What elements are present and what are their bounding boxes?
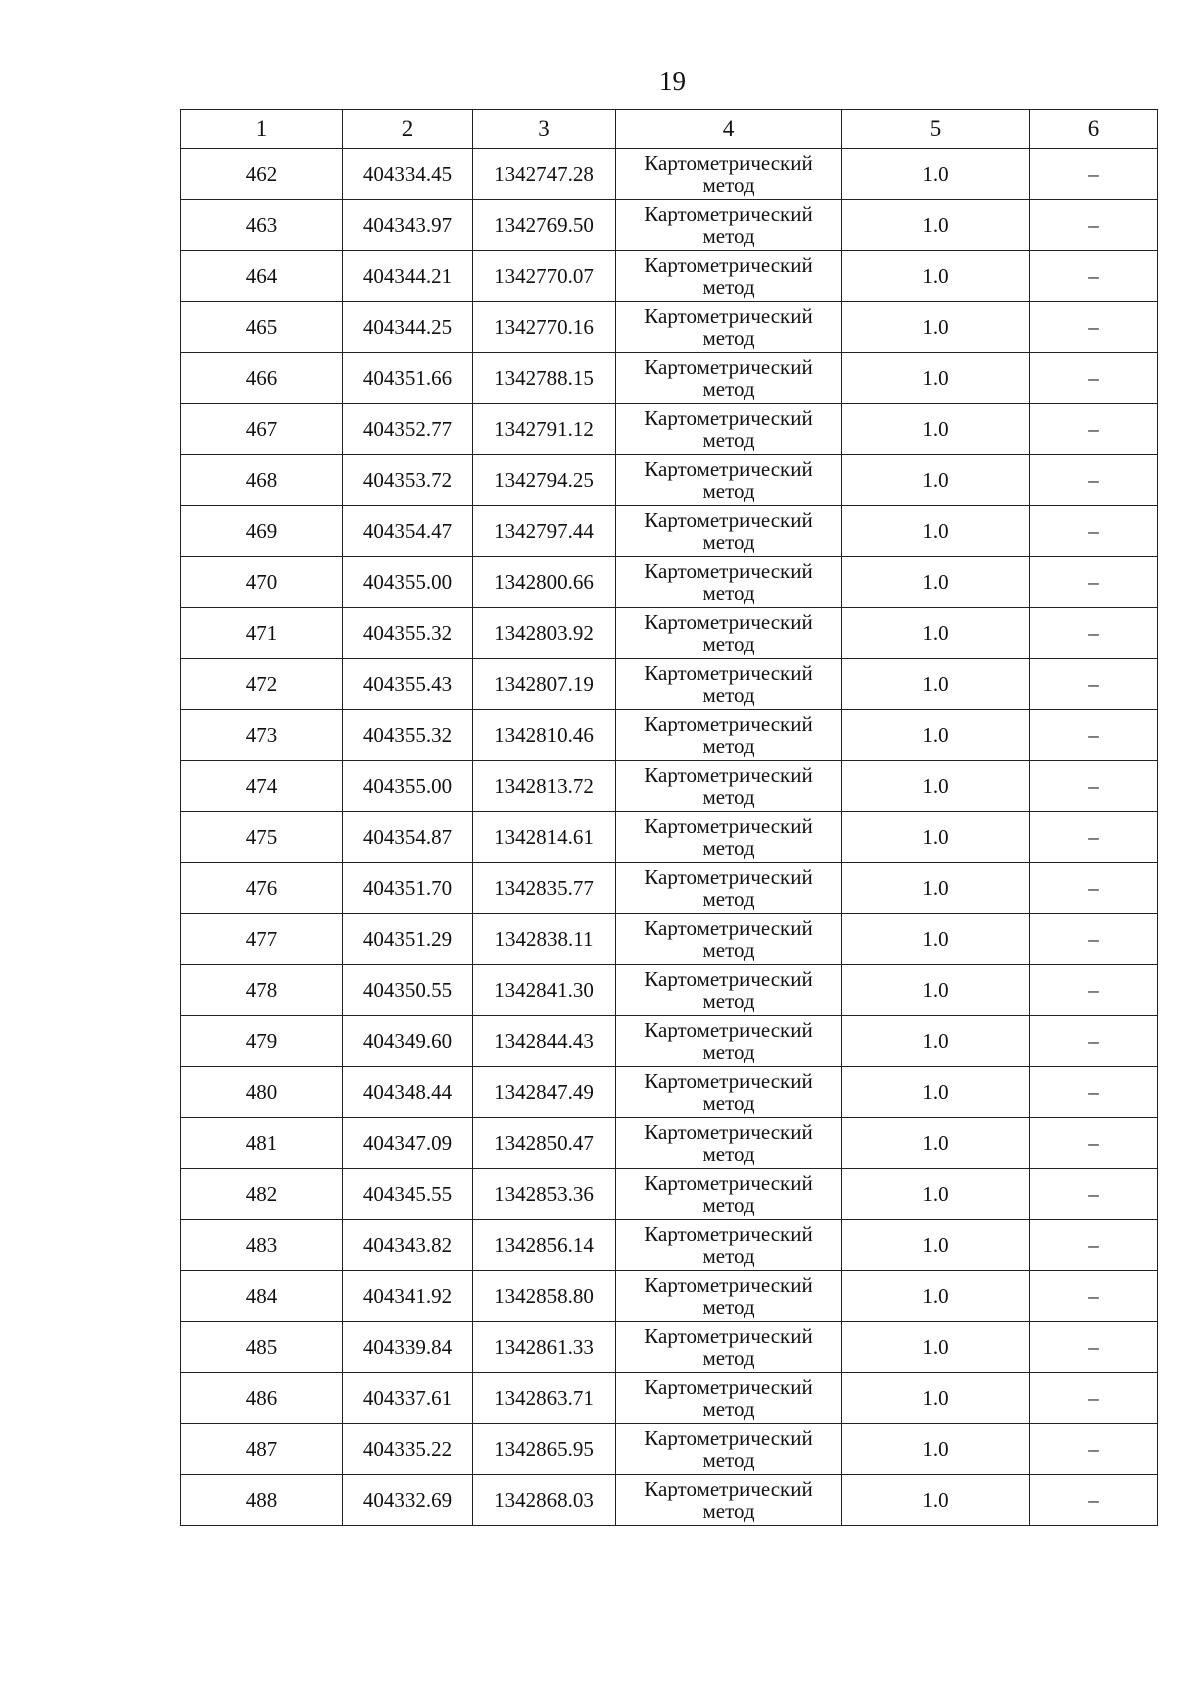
y-coordinate-cell: 1342835.77 [473, 863, 616, 914]
accuracy-cell: 1.0 [842, 1322, 1030, 1373]
point-number-cell: 464 [181, 251, 343, 302]
note-cell: – [1030, 608, 1158, 659]
method-cell [616, 251, 842, 302]
page-number: 19 [659, 66, 686, 96]
x-coordinate-cell: 404355.00 [343, 557, 473, 608]
y-coordinate-cell: 1342853.36 [473, 1169, 616, 1220]
header-row [181, 110, 1158, 149]
method-cell [616, 302, 842, 353]
method-line-2: метод [702, 938, 755, 962]
method-line-2: метод [702, 683, 755, 707]
y-coordinate-cell: 1342850.47 [473, 1118, 616, 1169]
y-coordinate-cell: 1342814.61 [473, 812, 616, 863]
point-number-cell: 484 [181, 1271, 343, 1322]
accuracy-cell: 1.0 [842, 812, 1030, 863]
accuracy-cell: 1.0 [842, 710, 1030, 761]
table-row [181, 1373, 1158, 1424]
point-number-cell: 479 [181, 1016, 343, 1067]
point-number-cell: 462 [181, 149, 343, 200]
method-cell [616, 1169, 842, 1220]
y-coordinate-cell: 1342770.07 [473, 251, 616, 302]
note-cell: – [1030, 914, 1158, 965]
accuracy-cell: 1.0 [842, 455, 1030, 506]
method-cell [616, 914, 842, 965]
y-coordinate-cell: 1342865.95 [473, 1424, 616, 1475]
accuracy-cell: 1.0 [842, 1373, 1030, 1424]
method-line-2: метод [702, 1193, 755, 1217]
method-line-2: метод [702, 581, 755, 605]
method-line-2: метод [702, 428, 755, 452]
x-coordinate-cell: 404349.60 [343, 1016, 473, 1067]
note-cell: – [1030, 1067, 1158, 1118]
table-row [181, 251, 1158, 302]
method-cell [616, 863, 842, 914]
note-cell: – [1030, 404, 1158, 455]
note-cell: – [1030, 659, 1158, 710]
y-coordinate-cell: 1342868.03 [473, 1475, 616, 1526]
point-number-cell: 481 [181, 1118, 343, 1169]
table-row [181, 812, 1158, 863]
accuracy-cell: 1.0 [842, 302, 1030, 353]
note-cell: – [1030, 1271, 1158, 1322]
note-cell: – [1030, 1169, 1158, 1220]
point-number-cell: 476 [181, 863, 343, 914]
method-line-1: Картометрический [644, 661, 813, 685]
y-coordinate-cell: 1342844.43 [473, 1016, 616, 1067]
point-number-cell: 470 [181, 557, 343, 608]
y-coordinate-cell: 1342810.46 [473, 710, 616, 761]
coordinates-table [180, 109, 1158, 1526]
method-line-2: метод [702, 173, 755, 197]
x-coordinate-cell: 404344.25 [343, 302, 473, 353]
point-number-cell: 478 [181, 965, 343, 1016]
x-coordinate-cell: 404347.09 [343, 1118, 473, 1169]
x-coordinate-cell: 404337.61 [343, 1373, 473, 1424]
method-cell [616, 1118, 842, 1169]
point-number-cell: 469 [181, 506, 343, 557]
accuracy-cell: 1.0 [842, 1220, 1030, 1271]
point-number-cell: 475 [181, 812, 343, 863]
y-coordinate-cell: 1342861.33 [473, 1322, 616, 1373]
note-cell: – [1030, 965, 1158, 1016]
note-cell: – [1030, 149, 1158, 200]
note-cell: – [1030, 1322, 1158, 1373]
table-header [181, 110, 1158, 149]
y-coordinate-cell: 1342794.25 [473, 455, 616, 506]
table-row [181, 1271, 1158, 1322]
table-row [181, 914, 1158, 965]
x-coordinate-cell: 404351.70 [343, 863, 473, 914]
table-row [181, 302, 1158, 353]
method-line-2: метод [702, 887, 755, 911]
accuracy-cell: 1.0 [842, 404, 1030, 455]
x-coordinate-cell: 404353.72 [343, 455, 473, 506]
note-cell: – [1030, 1424, 1158, 1475]
table-row [181, 761, 1158, 812]
x-coordinate-cell: 404350.55 [343, 965, 473, 1016]
x-coordinate-cell: 404351.29 [343, 914, 473, 965]
point-number-cell: 472 [181, 659, 343, 710]
method-line-1: Картометрический [644, 712, 813, 736]
method-line-1: Картометрический [644, 1120, 813, 1144]
point-number-cell: 486 [181, 1373, 343, 1424]
y-coordinate-cell: 1342788.15 [473, 353, 616, 404]
method-line-1: Картометрический [644, 763, 813, 787]
table-row [181, 353, 1158, 404]
x-coordinate-cell: 404343.82 [343, 1220, 473, 1271]
method-cell [616, 1322, 842, 1373]
x-coordinate-cell: 404335.22 [343, 1424, 473, 1475]
method-line-1: Картометрический [644, 355, 813, 379]
x-coordinate-cell: 404351.66 [343, 353, 473, 404]
y-coordinate-cell: 1342800.66 [473, 557, 616, 608]
point-number-cell: 465 [181, 302, 343, 353]
method-cell [616, 710, 842, 761]
method-line-1: Картометрический [644, 508, 813, 532]
method-cell [616, 200, 842, 251]
y-coordinate-cell: 1342863.71 [473, 1373, 616, 1424]
method-line-1: Картометрический [644, 1222, 813, 1246]
table-row [181, 608, 1158, 659]
accuracy-cell: 1.0 [842, 1118, 1030, 1169]
method-cell [616, 1373, 842, 1424]
method-line-2: метод [702, 1091, 755, 1115]
table-row [181, 659, 1158, 710]
x-coordinate-cell: 404355.32 [343, 710, 473, 761]
table-row [181, 863, 1158, 914]
x-coordinate-cell: 404348.44 [343, 1067, 473, 1118]
note-cell: – [1030, 863, 1158, 914]
method-cell [616, 1424, 842, 1475]
x-coordinate-cell: 404355.43 [343, 659, 473, 710]
method-cell [616, 608, 842, 659]
table-row [181, 1220, 1158, 1271]
accuracy-cell: 1.0 [842, 659, 1030, 710]
table-row [181, 1118, 1158, 1169]
column-header-4: 4 [616, 110, 842, 149]
point-number-cell: 466 [181, 353, 343, 404]
method-line-1: Картометрический [644, 916, 813, 940]
accuracy-cell: 1.0 [842, 1271, 1030, 1322]
method-line-1: Картометрический [644, 1324, 813, 1348]
note-cell: – [1030, 710, 1158, 761]
accuracy-cell: 1.0 [842, 863, 1030, 914]
method-line-1: Картометрический [644, 865, 813, 889]
method-line-2: метод [702, 224, 755, 248]
accuracy-cell: 1.0 [842, 1424, 1030, 1475]
table-row [181, 1016, 1158, 1067]
accuracy-cell: 1.0 [842, 1475, 1030, 1526]
accuracy-cell: 1.0 [842, 761, 1030, 812]
note-cell: – [1030, 812, 1158, 863]
method-line-2: метод [702, 479, 755, 503]
y-coordinate-cell: 1342747.28 [473, 149, 616, 200]
accuracy-cell: 1.0 [842, 608, 1030, 659]
method-line-1: Картометрический [644, 1477, 813, 1501]
column-header-6: 6 [1030, 110, 1158, 149]
x-coordinate-cell: 404344.21 [343, 251, 473, 302]
method-cell [616, 659, 842, 710]
accuracy-cell: 1.0 [842, 914, 1030, 965]
method-cell [616, 353, 842, 404]
method-cell [616, 812, 842, 863]
method-line-2: метод [702, 734, 755, 758]
method-cell [616, 149, 842, 200]
method-line-2: метод [702, 785, 755, 809]
note-cell: – [1030, 506, 1158, 557]
table-row [181, 1475, 1158, 1526]
method-line-2: метод [702, 836, 755, 860]
method-line-2: метод [702, 1448, 755, 1472]
point-number-cell: 467 [181, 404, 343, 455]
note-cell: – [1030, 251, 1158, 302]
y-coordinate-cell: 1342847.49 [473, 1067, 616, 1118]
point-number-cell: 488 [181, 1475, 343, 1526]
table-row [181, 200, 1158, 251]
x-coordinate-cell: 404334.45 [343, 149, 473, 200]
x-coordinate-cell: 404355.00 [343, 761, 473, 812]
accuracy-cell: 1.0 [842, 1067, 1030, 1118]
table-body [181, 149, 1158, 1526]
x-coordinate-cell: 404354.47 [343, 506, 473, 557]
method-line-2: метод [702, 1397, 755, 1421]
point-number-cell: 463 [181, 200, 343, 251]
accuracy-cell: 1.0 [842, 149, 1030, 200]
table-row [181, 149, 1158, 200]
accuracy-cell: 1.0 [842, 506, 1030, 557]
method-line-1: Картометрический [644, 202, 813, 226]
note-cell: – [1030, 761, 1158, 812]
accuracy-cell: 1.0 [842, 251, 1030, 302]
x-coordinate-cell: 404332.69 [343, 1475, 473, 1526]
y-coordinate-cell: 1342838.11 [473, 914, 616, 965]
method-line-2: метод [702, 989, 755, 1013]
table-row [181, 455, 1158, 506]
method-line-1: Картометрический [644, 457, 813, 481]
method-line-1: Картометрический [644, 1375, 813, 1399]
table-row [181, 1322, 1158, 1373]
method-cell [616, 1475, 842, 1526]
point-number-cell: 480 [181, 1067, 343, 1118]
point-number-cell: 474 [181, 761, 343, 812]
method-line-1: Картометрический [644, 304, 813, 328]
method-cell [616, 761, 842, 812]
column-header-5: 5 [842, 110, 1030, 149]
note-cell: – [1030, 200, 1158, 251]
table-row [181, 557, 1158, 608]
method-line-1: Картометрический [644, 610, 813, 634]
accuracy-cell: 1.0 [842, 1016, 1030, 1067]
method-cell [616, 557, 842, 608]
method-cell [616, 1016, 842, 1067]
y-coordinate-cell: 1342858.80 [473, 1271, 616, 1322]
y-coordinate-cell: 1342769.50 [473, 200, 616, 251]
y-coordinate-cell: 1342770.16 [473, 302, 616, 353]
method-cell [616, 404, 842, 455]
x-coordinate-cell: 404354.87 [343, 812, 473, 863]
method-cell [616, 1220, 842, 1271]
note-cell: – [1030, 1475, 1158, 1526]
method-line-2: метод [702, 377, 755, 401]
point-number-cell: 483 [181, 1220, 343, 1271]
column-header-3: 3 [473, 110, 616, 149]
method-line-2: метод [702, 1499, 755, 1523]
method-line-1: Картометрический [644, 1018, 813, 1042]
point-number-cell: 471 [181, 608, 343, 659]
method-line-1: Картометрический [644, 406, 813, 430]
x-coordinate-cell: 404339.84 [343, 1322, 473, 1373]
method-line-1: Картометрический [644, 1273, 813, 1297]
note-cell: – [1030, 557, 1158, 608]
table-row [181, 710, 1158, 761]
y-coordinate-cell: 1342813.72 [473, 761, 616, 812]
accuracy-cell: 1.0 [842, 1169, 1030, 1220]
method-line-2: метод [702, 1040, 755, 1064]
x-coordinate-cell: 404355.32 [343, 608, 473, 659]
method-line-1: Картометрический [644, 967, 813, 991]
method-cell [616, 1271, 842, 1322]
table-row [181, 404, 1158, 455]
note-cell: – [1030, 1016, 1158, 1067]
column-header-1: 1 [181, 110, 343, 149]
x-coordinate-cell: 404341.92 [343, 1271, 473, 1322]
method-line-1: Картометрический [644, 814, 813, 838]
x-coordinate-cell: 404343.97 [343, 200, 473, 251]
y-coordinate-cell: 1342856.14 [473, 1220, 616, 1271]
method-line-1: Картометрический [644, 151, 813, 175]
point-number-cell: 473 [181, 710, 343, 761]
method-cell [616, 1067, 842, 1118]
method-cell [616, 506, 842, 557]
note-cell: – [1030, 302, 1158, 353]
column-header-2: 2 [343, 110, 473, 149]
y-coordinate-cell: 1342841.30 [473, 965, 616, 1016]
point-number-cell: 482 [181, 1169, 343, 1220]
method-line-2: метод [702, 530, 755, 554]
method-line-1: Картометрический [644, 559, 813, 583]
method-line-2: метод [702, 1295, 755, 1319]
accuracy-cell: 1.0 [842, 200, 1030, 251]
method-line-2: метод [702, 275, 755, 299]
method-line-1: Картометрический [644, 1426, 813, 1450]
note-cell: – [1030, 353, 1158, 404]
table-row [181, 965, 1158, 1016]
point-number-cell: 468 [181, 455, 343, 506]
point-number-cell: 485 [181, 1322, 343, 1373]
point-number-cell: 477 [181, 914, 343, 965]
y-coordinate-cell: 1342803.92 [473, 608, 616, 659]
y-coordinate-cell: 1342807.19 [473, 659, 616, 710]
method-line-2: метод [702, 326, 755, 350]
accuracy-cell: 1.0 [842, 557, 1030, 608]
table-row [181, 506, 1158, 557]
accuracy-cell: 1.0 [842, 353, 1030, 404]
y-coordinate-cell: 1342791.12 [473, 404, 616, 455]
table-row [181, 1169, 1158, 1220]
note-cell: – [1030, 1118, 1158, 1169]
method-line-1: Картометрический [644, 1171, 813, 1195]
method-line-1: Картометрический [644, 1069, 813, 1093]
method-line-2: метод [702, 632, 755, 656]
method-line-1: Картометрический [644, 253, 813, 277]
x-coordinate-cell: 404352.77 [343, 404, 473, 455]
method-line-2: метод [702, 1346, 755, 1370]
method-cell [616, 965, 842, 1016]
table-row [181, 1424, 1158, 1475]
method-cell [616, 455, 842, 506]
x-coordinate-cell: 404345.55 [343, 1169, 473, 1220]
note-cell: – [1030, 1373, 1158, 1424]
table-row [181, 1067, 1158, 1118]
note-cell: – [1030, 455, 1158, 506]
note-cell: – [1030, 1220, 1158, 1271]
y-coordinate-cell: 1342797.44 [473, 506, 616, 557]
method-line-2: метод [702, 1244, 755, 1268]
method-line-2: метод [702, 1142, 755, 1166]
point-number-cell: 487 [181, 1424, 343, 1475]
accuracy-cell: 1.0 [842, 965, 1030, 1016]
